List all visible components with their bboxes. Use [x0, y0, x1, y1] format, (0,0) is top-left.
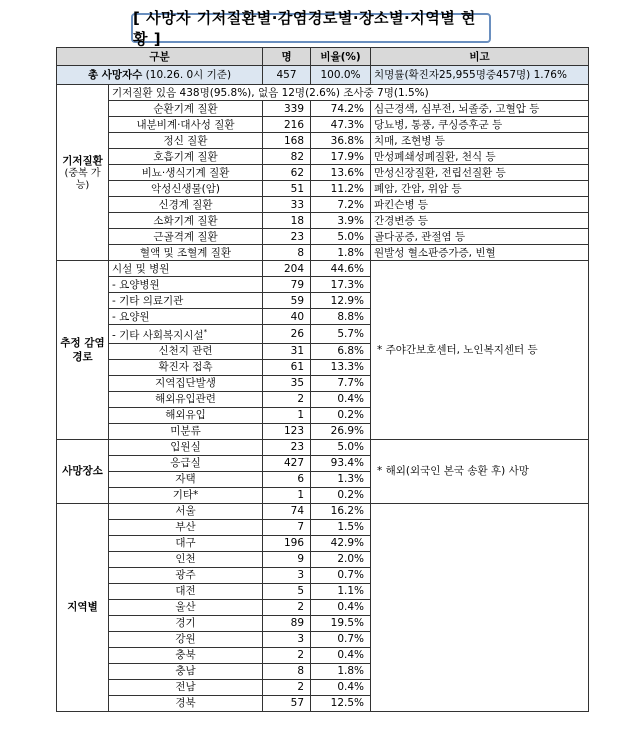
- underlying-category-sub: (중복 가능): [64, 167, 101, 191]
- row-pct: 5.7%: [311, 325, 371, 344]
- row-label: [109, 487, 263, 503]
- row-label: 비뇨·생식기계 질환: [109, 165, 263, 181]
- row-count: 2: [263, 679, 311, 695]
- row-pct: 8.8%: [311, 309, 371, 325]
- row-pct: 36.8%: [311, 133, 371, 149]
- row-count: 35: [263, 375, 311, 391]
- row-label: [109, 679, 263, 695]
- row-label-text: 전남: [175, 681, 196, 693]
- row-label: [109, 599, 263, 615]
- row-count: 31: [263, 343, 311, 359]
- row-pct: 0.4%: [311, 391, 371, 407]
- row-label: 내분비계·대사성 질환: [109, 117, 263, 133]
- row-pct: 74.2%: [311, 101, 371, 117]
- header-pct: 비율(%): [311, 48, 371, 66]
- table-row: [57, 149, 589, 165]
- row-label-text: - 기타 의료기관: [112, 294, 184, 307]
- row-label-text: 경기: [175, 617, 196, 629]
- row-label: [109, 695, 263, 711]
- row-label: [109, 471, 263, 487]
- row-note: 만성폐쇄성폐질환, 천식 등: [371, 149, 589, 165]
- row-label-text: 해외유입관련: [155, 393, 216, 405]
- row-count: 61: [263, 359, 311, 375]
- row-count: 40: [263, 309, 311, 325]
- total-label: 총 사망자수: [87, 69, 143, 81]
- underlying-category-label: 기저질환: [62, 154, 103, 167]
- row-pct: 0.7%: [311, 567, 371, 583]
- row-note: 만성신장질환, 전립선질환 등: [371, 165, 589, 181]
- row-label: [109, 343, 263, 359]
- row-pct: 0.2%: [311, 487, 371, 503]
- row-label: 혈액 및 조혈계 질환: [109, 245, 263, 261]
- row-label: [109, 583, 263, 599]
- table-row: [57, 165, 589, 181]
- row-pct: 44.6%: [311, 261, 371, 277]
- row-pct: 17.3%: [311, 277, 371, 293]
- place-note: * 해외(외국인 본국 송환 후) 사망: [371, 439, 589, 503]
- route-category: 추정 감염경로: [57, 261, 109, 440]
- total-label-cell: [57, 66, 263, 85]
- row-pct: 3.9%: [311, 213, 371, 229]
- row-label: 소화기계 질환: [109, 213, 263, 229]
- row-label-text: 지역집단발생: [155, 377, 216, 389]
- row-label: [109, 423, 263, 439]
- row-count: 59: [263, 293, 311, 309]
- row-pct: 7.2%: [311, 197, 371, 213]
- header-count: 명: [263, 48, 311, 66]
- table-row: [57, 117, 589, 133]
- row-pct: 1.3%: [311, 471, 371, 487]
- row-count: 62: [263, 165, 311, 181]
- row-count: 74: [263, 503, 311, 519]
- row-count: 7: [263, 519, 311, 535]
- row-note: 파킨슨병 등: [371, 197, 589, 213]
- row-count: 1: [263, 407, 311, 423]
- row-count: 9: [263, 551, 311, 567]
- row-pct: 13.3%: [311, 359, 371, 375]
- underlying-category: [57, 85, 109, 261]
- table-row: [57, 261, 589, 277]
- row-label-text: - 요양병원: [112, 278, 160, 291]
- row-pct: 6.8%: [311, 343, 371, 359]
- row-label-text: 응급실: [170, 457, 201, 469]
- row-note: 폐암, 간암, 위암 등: [371, 181, 589, 197]
- row-pct: 47.3%: [311, 117, 371, 133]
- row-note: 치매, 조현병 등: [371, 133, 589, 149]
- row-label-text: 경북: [175, 697, 196, 709]
- row-label-text: 강원: [175, 633, 196, 645]
- row-pct: 17.9%: [311, 149, 371, 165]
- row-count: 339: [263, 101, 311, 117]
- row-note: 당뇨병, 통풍, 쿠싱증후군 등: [371, 117, 589, 133]
- row-label: [109, 261, 263, 277]
- row-label-text: 울산: [175, 601, 196, 613]
- row-pct: 1.8%: [311, 245, 371, 261]
- row-count: 57: [263, 695, 311, 711]
- table-row: [57, 213, 589, 229]
- row-count: 79: [263, 277, 311, 293]
- row-label-text: 해외유입: [165, 409, 206, 421]
- row-pct: 1.1%: [311, 583, 371, 599]
- row-label: [109, 551, 263, 567]
- row-pct: 5.0%: [311, 229, 371, 245]
- row-label-text: 기타*: [172, 489, 199, 501]
- row-pct: 12.5%: [311, 695, 371, 711]
- row-label-text: 대전: [175, 585, 196, 597]
- row-label: [109, 293, 263, 309]
- row-label-text: 신천지 관련: [158, 345, 213, 357]
- row-label: [109, 519, 263, 535]
- row-note: 심근경색, 심부전, 뇌졸중, 고혈압 등: [371, 101, 589, 117]
- row-pct: 1.8%: [311, 663, 371, 679]
- row-count: 204: [263, 261, 311, 277]
- row-count: 33: [263, 197, 311, 213]
- row-pct: 12.9%: [311, 293, 371, 309]
- row-count: 51: [263, 181, 311, 197]
- row-label-text: 광주: [175, 569, 196, 581]
- underlying-summary-row: [57, 85, 589, 101]
- row-count: 216: [263, 117, 311, 133]
- row-pct: 13.6%: [311, 165, 371, 181]
- row-pct: 26.9%: [311, 423, 371, 439]
- row-pct: 7.7%: [311, 375, 371, 391]
- row-pct: 19.5%: [311, 615, 371, 631]
- table-row: [57, 133, 589, 149]
- total-row: [57, 66, 589, 85]
- row-label: [109, 615, 263, 631]
- row-count: 3: [263, 567, 311, 583]
- row-pct: 42.9%: [311, 535, 371, 551]
- row-label: [109, 359, 263, 375]
- row-count: 89: [263, 615, 311, 631]
- row-pct: 0.2%: [311, 407, 371, 423]
- table-header-row: [57, 48, 589, 66]
- row-label-text: 입원실: [170, 441, 201, 453]
- row-count: 2: [263, 391, 311, 407]
- row-label: [109, 663, 263, 679]
- route-note: * 주야간보호센터, 노인복지센터 등: [371, 261, 589, 440]
- row-label: [109, 375, 263, 391]
- table-row: [57, 101, 589, 117]
- row-count: 82: [263, 149, 311, 165]
- row-label-text: 미분류: [170, 425, 201, 437]
- row-count: 2: [263, 599, 311, 615]
- row-count: 1: [263, 487, 311, 503]
- table-row: [57, 245, 589, 261]
- row-label: [109, 391, 263, 407]
- row-label-text: 확진자 접촉: [158, 361, 213, 373]
- row-pct: 0.4%: [311, 647, 371, 663]
- row-label: [109, 567, 263, 583]
- row-label: 호흡기계 질환: [109, 149, 263, 165]
- row-label: [109, 647, 263, 663]
- deaths-table: [56, 47, 589, 712]
- table-row: [57, 181, 589, 197]
- row-note: 원발성 혈소판증가증, 빈혈: [371, 245, 589, 261]
- region-note: [371, 503, 589, 711]
- row-count: 427: [263, 455, 311, 471]
- row-count: 8: [263, 245, 311, 261]
- row-count: 5: [263, 583, 311, 599]
- table-row: [57, 503, 589, 519]
- row-count: 2: [263, 647, 311, 663]
- row-label: [109, 535, 263, 551]
- row-label: [109, 439, 263, 455]
- row-count: 23: [263, 439, 311, 455]
- row-count: 123: [263, 423, 311, 439]
- row-label-text: - 요양원: [112, 310, 150, 323]
- row-label: [109, 455, 263, 471]
- row-label-text: - 기타 사회복지시설: [112, 329, 204, 342]
- table-row: [57, 439, 589, 455]
- row-count: 3: [263, 631, 311, 647]
- row-pct: 0.4%: [311, 599, 371, 615]
- row-label: [109, 325, 263, 344]
- table-row: [57, 197, 589, 213]
- total-count: 457: [263, 66, 311, 85]
- row-label: 악성신생물(암): [109, 181, 263, 197]
- row-pct: 0.7%: [311, 631, 371, 647]
- total-pct: 100.0%: [311, 66, 371, 85]
- row-label-text: 서울: [175, 505, 196, 517]
- footnote-marker: *: [203, 328, 208, 336]
- row-note: 간경변증 등: [371, 213, 589, 229]
- row-pct: 5.0%: [311, 439, 371, 455]
- row-label: 신경계 질환: [109, 197, 263, 213]
- page-title: [ 사망자 기저질환별·감염경로별·장소별·지역별 현황 ]: [131, 13, 491, 43]
- row-count: 18: [263, 213, 311, 229]
- row-label: [109, 503, 263, 519]
- row-pct: 93.4%: [311, 455, 371, 471]
- row-label-text: 부산: [175, 521, 196, 533]
- row-pct: 16.2%: [311, 503, 371, 519]
- row-label: [109, 631, 263, 647]
- row-label-text: 자택: [175, 473, 196, 485]
- row-pct: 11.2%: [311, 181, 371, 197]
- row-label: [109, 277, 263, 293]
- row-label: 정신 질환: [109, 133, 263, 149]
- total-note: 치명률(확진자25,955명중457명) 1.76%: [371, 66, 589, 85]
- row-count: 6: [263, 471, 311, 487]
- row-label: 순환기계 질환: [109, 101, 263, 117]
- region-category: 지역별: [57, 503, 109, 711]
- row-label-text: 인천: [175, 553, 196, 565]
- row-label-text: 대구: [175, 537, 196, 549]
- row-label-text: 충남: [175, 665, 196, 677]
- row-label-text: 시설 및 병원: [112, 262, 170, 275]
- row-count: 26: [263, 325, 311, 344]
- row-count: 168: [263, 133, 311, 149]
- row-pct: 0.4%: [311, 679, 371, 695]
- total-sub: (10.26. 0시 기준): [145, 69, 232, 81]
- row-pct: 1.5%: [311, 519, 371, 535]
- row-count: 196: [263, 535, 311, 551]
- header-category: 구분: [57, 48, 263, 66]
- row-count: 23: [263, 229, 311, 245]
- row-label: [109, 407, 263, 423]
- header-note: 비고: [371, 48, 589, 66]
- row-label: 근골격계 질환: [109, 229, 263, 245]
- table-row: [57, 229, 589, 245]
- row-label-text: 충북: [175, 649, 196, 661]
- row-note: 골다공증, 관절염 등: [371, 229, 589, 245]
- place-category: 사망장소: [57, 439, 109, 503]
- underlying-summary: 기저질환 있음 438명(95.8%), 없음 12명(2.6%) 조사중 7명(1.5%): [109, 85, 589, 101]
- row-label: [109, 309, 263, 325]
- row-count: 8: [263, 663, 311, 679]
- row-pct: 2.0%: [311, 551, 371, 567]
